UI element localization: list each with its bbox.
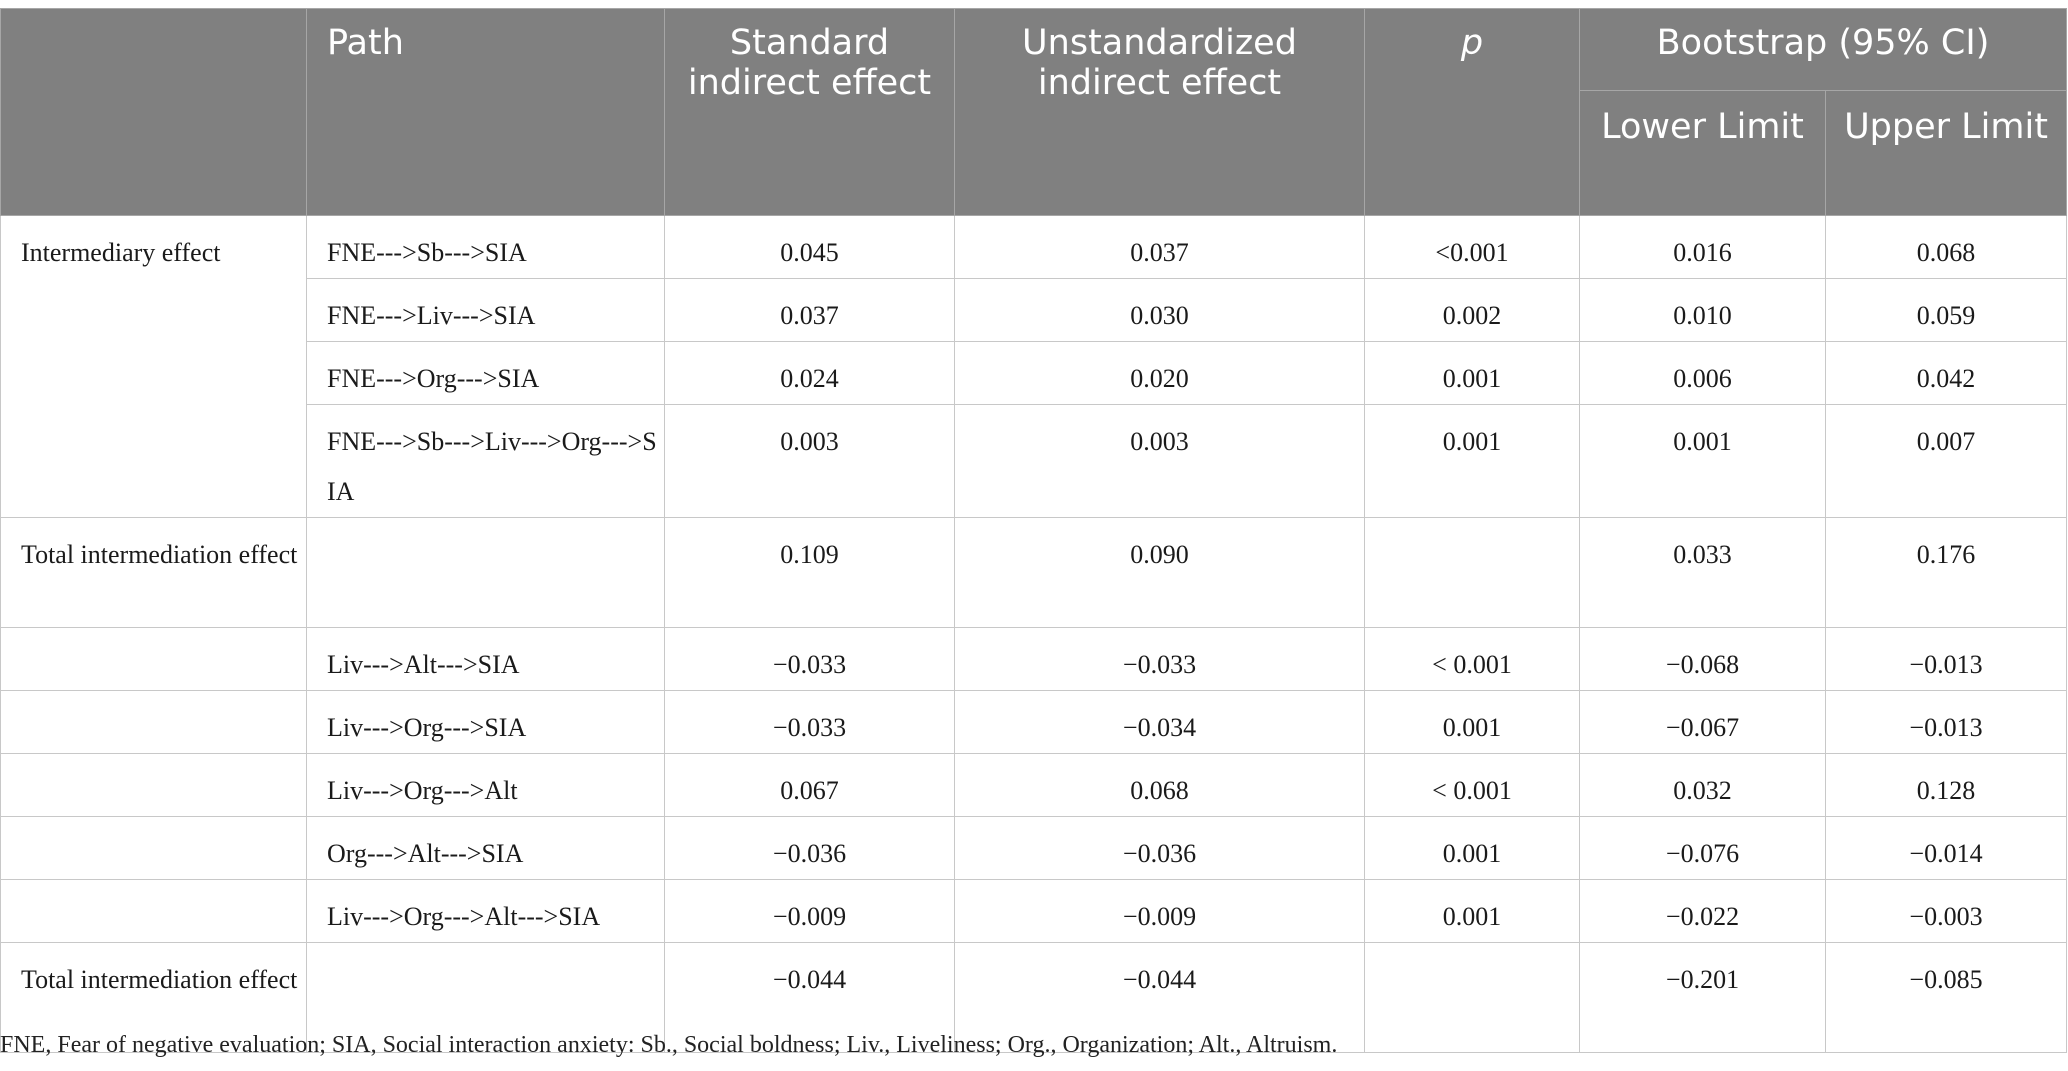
table-row — [1, 754, 2067, 817]
header-upper-limit: Upper Limit — [1826, 91, 2067, 216]
cell-path: Liv--->Org--->SIA — [307, 691, 665, 754]
cell-upper-limit: −0.003 — [1909, 902, 1983, 931]
table-row — [1, 405, 2067, 518]
table-row — [1, 518, 2067, 628]
cell-p: 0.001 — [1442, 364, 1502, 393]
cell-upper-limit: −0.085 — [1909, 965, 1983, 994]
cell-p: 0.001 — [1442, 713, 1502, 742]
cell-standard: 0.109 — [780, 540, 839, 569]
cell-unstandardized: 0.068 — [1130, 776, 1189, 805]
cell-standard: 0.067 — [780, 776, 839, 805]
cell-p: 0.001 — [1442, 427, 1502, 456]
cell-p: 0.002 — [1442, 301, 1502, 330]
cell-upper-limit: 0.059 — [1916, 301, 1976, 330]
cell-standard: −0.036 — [772, 839, 847, 868]
cell-p: 0.001 — [1442, 839, 1502, 868]
cell-standard: −0.033 — [772, 713, 847, 742]
cell-lower-limit: −0.068 — [1665, 650, 1740, 679]
cell-lower-limit: 0.032 — [1673, 776, 1732, 805]
cell-unstandardized: 0.003 — [1130, 427, 1189, 456]
cell-unstandardized: 0.037 — [1130, 238, 1189, 267]
cell-path: Org--->Alt--->SIA — [307, 817, 665, 880]
cell-path: FNE--->Liv--->SIA — [307, 279, 665, 342]
row-label: Total intermediation effect — [1, 943, 307, 1053]
row-label: Total intermediation effect — [1, 518, 307, 628]
cell-unstandardized: 0.090 — [1130, 540, 1189, 569]
cell-p: < 0.001 — [1432, 650, 1512, 679]
header-unstandardized-indirect-effect: Unstandardized indirect effect — [955, 9, 1365, 216]
mediation-effects-table — [0, 8, 2067, 1053]
cell-standard: −0.044 — [772, 965, 847, 994]
cell-lower-limit: −0.022 — [1665, 902, 1740, 931]
header-bootstrap-ci: Bootstrap (95% CI) — [1580, 9, 2067, 91]
cell-lower-limit: 0.010 — [1673, 301, 1732, 330]
table-footnote: FNE, Fear of negative evaluation; SIA, Social interaction anxiety: Sb., Social boldness; Liv., Liveliness; Org., Organization; Alt., Altruism. — [0, 1032, 1338, 1058]
cell-path: Liv--->Org--->Alt--->SIA — [307, 880, 665, 943]
cell-p: < 0.001 — [1432, 776, 1512, 805]
header-standard-indirect-effect: Standard indirect effect — [665, 9, 955, 216]
cell-standard: −0.009 — [772, 902, 847, 931]
cell-p: 0.001 — [1442, 902, 1502, 931]
cell-p: <0.001 — [1435, 238, 1509, 267]
table-body — [1, 216, 2067, 1053]
cell-unstandardized: 0.020 — [1130, 364, 1189, 393]
cell-upper-limit: 0.042 — [1916, 364, 1976, 393]
row-label: Intermediary effect — [1, 216, 307, 518]
row-label — [1, 754, 307, 817]
cell-standard: 0.045 — [780, 238, 839, 267]
cell-lower-limit: 0.016 — [1673, 238, 1732, 267]
cell-unstandardized: −0.044 — [1122, 965, 1197, 994]
cell-upper-limit: −0.013 — [1909, 650, 1983, 679]
header-p-value: p — [1365, 9, 1580, 216]
cell-path: FNE--->Sb--->Liv--->Org--->SIA — [307, 405, 665, 518]
cell-lower-limit: 0.033 — [1673, 540, 1732, 569]
row-label — [1, 691, 307, 754]
cell-upper-limit: 0.176 — [1916, 540, 1976, 569]
cell-unstandardized: −0.009 — [1122, 902, 1197, 931]
header-path: Path — [307, 9, 665, 216]
table-row — [1, 691, 2067, 754]
cell-path: Liv--->Org--->Alt — [307, 754, 665, 817]
cell-unstandardized: −0.036 — [1122, 839, 1197, 868]
cell-upper-limit: 0.068 — [1916, 238, 1976, 267]
cell-lower-limit: −0.076 — [1665, 839, 1740, 868]
cell-standard: −0.033 — [772, 650, 847, 679]
row-label — [1, 880, 307, 943]
cell-standard: 0.024 — [780, 364, 839, 393]
header-lower-limit: Lower Limit — [1580, 91, 1826, 216]
cell-lower-limit: −0.201 — [1665, 965, 1740, 994]
cell-lower-limit: −0.067 — [1665, 713, 1740, 742]
table-row — [1, 279, 2067, 342]
table-row — [1, 817, 2067, 880]
cell-upper-limit: −0.013 — [1909, 713, 1983, 742]
cell-unstandardized: 0.030 — [1130, 301, 1189, 330]
cell-lower-limit: 0.001 — [1673, 427, 1732, 456]
cell-path: FNE--->Sb--->SIA — [307, 216, 665, 279]
cell-upper-limit: 0.128 — [1916, 776, 1976, 805]
cell-upper-limit: 0.007 — [1916, 427, 1976, 456]
row-label — [1, 628, 307, 691]
table-header — [1, 9, 2067, 216]
header-blank — [1, 9, 307, 216]
cell-standard: 0.003 — [780, 427, 839, 456]
cell-standard: 0.037 — [780, 301, 839, 330]
cell-unstandardized: −0.034 — [1122, 713, 1197, 742]
row-label — [1, 817, 307, 880]
table-row — [1, 628, 2067, 691]
cell-path: FNE--->Org--->SIA — [307, 342, 665, 405]
table-row — [1, 216, 2067, 279]
cell-path: Liv--->Alt--->SIA — [307, 628, 665, 691]
cell-unstandardized: −0.033 — [1122, 650, 1197, 679]
cell-upper-limit: −0.014 — [1909, 839, 1983, 868]
cell-lower-limit: 0.006 — [1673, 364, 1732, 393]
table-row — [1, 342, 2067, 405]
cell-path — [307, 518, 665, 628]
table-row — [1, 880, 2067, 943]
